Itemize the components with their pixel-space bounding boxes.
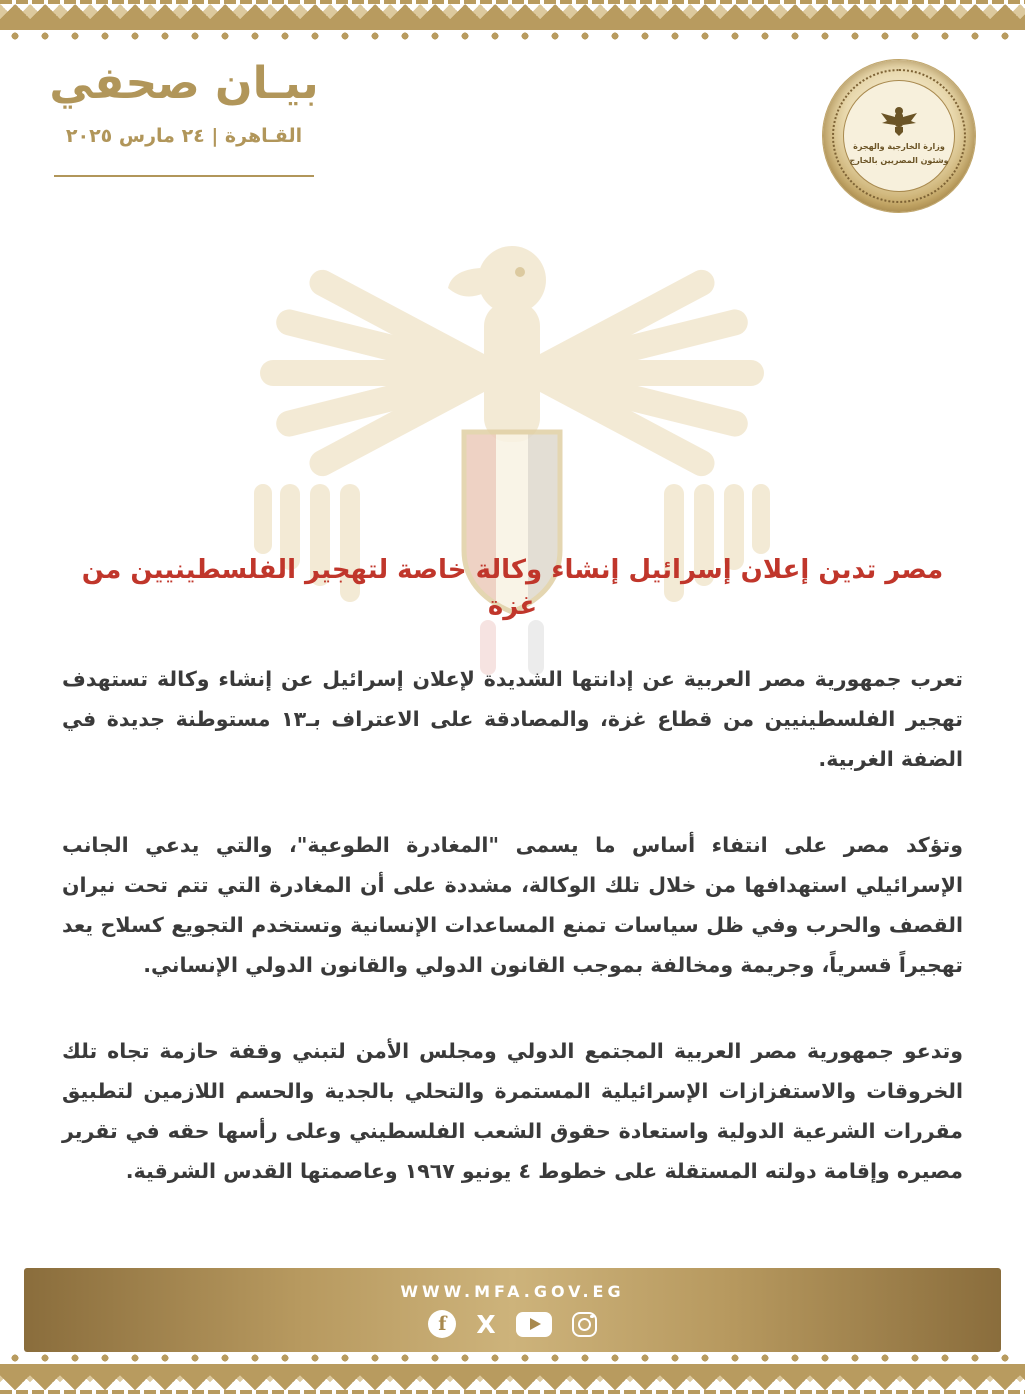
x-icon[interactable]: X (476, 1309, 496, 1339)
header-title-block (34, 58, 334, 177)
press-body (62, 660, 963, 1238)
border-pattern-arches (0, 4, 1025, 30)
instagram-icon[interactable] (572, 1312, 597, 1337)
border-pattern-line (0, 1390, 1025, 1394)
body-paragraph-2: وتؤكد مصر على انتفاء أساس ما يسمى "المغادرة الطوعية"، والتي يدعي الجانب الإسرائيلي استهدافها من خلال تلك الوكالة، مشددة على أن المغادرة التي تتم تحت نيران القصف والحرب وفي ظل سياسات تمنع المساعدات الإنسانية وتستخدم التجويع كسلاح يعد تهجيراً قسرياً، وجريمة ومخالفة بموجب القانون الدولي والقانون الدولي الإنساني. (62, 832, 963, 977)
decorative-border-top (0, 0, 1025, 48)
border-pattern-dots (0, 1352, 1025, 1364)
border-pattern-arches (0, 1364, 1025, 1390)
seal-text-line1: وزارة الخارجية والهجرة (853, 142, 945, 152)
body-paragraph-3: وتدعو جمهورية مصر العربية المجتمع الدولي ومجلس الأمن لتبني وقفة حازمة تجاه تلك الخروقات والاستفزازات الإسرائيلية المستمرة والتحلي بالجدية والحسم اللازمين لتطبيق مقررات الشرعية الدولية واستعادة حقوق الشعب الفلسطيني وعلى رأسها حقه في تقرير مصيره وإقامة دولته المستقلة على خطوط ٤ يونيو ١٩٦٧ وعاصمتها القدس الشرقية. (62, 1038, 963, 1183)
decorative-border-bottom (0, 1352, 1025, 1400)
header-divider-line (54, 175, 314, 177)
website-url[interactable]: WWW.MFA.GOV.EG (400, 1282, 625, 1301)
facebook-icon[interactable]: f (428, 1310, 456, 1338)
footer-bar (24, 1268, 1001, 1352)
seal-eagle-icon (879, 105, 919, 139)
seal-text-line2: وشئون المصريين بالخارج (849, 156, 949, 165)
ministry-seal-center (843, 80, 955, 192)
youtube-icon[interactable] (516, 1312, 552, 1337)
press-statement-title: بيـان صحفي (49, 58, 319, 109)
ministry-seal (823, 60, 975, 212)
social-icons-row (428, 1310, 596, 1338)
press-statement-date: القـاهرة | ٢٤ مارس ٢٠٢٥ (65, 124, 303, 147)
body-paragraph-1: تعرب جمهورية مصر العربية عن إدانتها الشديدة لإعلان إسرائيل عن إنشاء وكالة تستهدف تهجير الفلسطينيين من قطاع غزة، والمصادقة على الاعتراف بـ١٣ مستوطنة جديدة في الضفة الغربية. (62, 667, 963, 771)
border-pattern-dots (0, 30, 1025, 42)
press-headline: مصر تدين إعلان إسرائيل إنشاء وكالة خاصة لتهجير الفلسطينيين من غزة (81, 555, 944, 622)
